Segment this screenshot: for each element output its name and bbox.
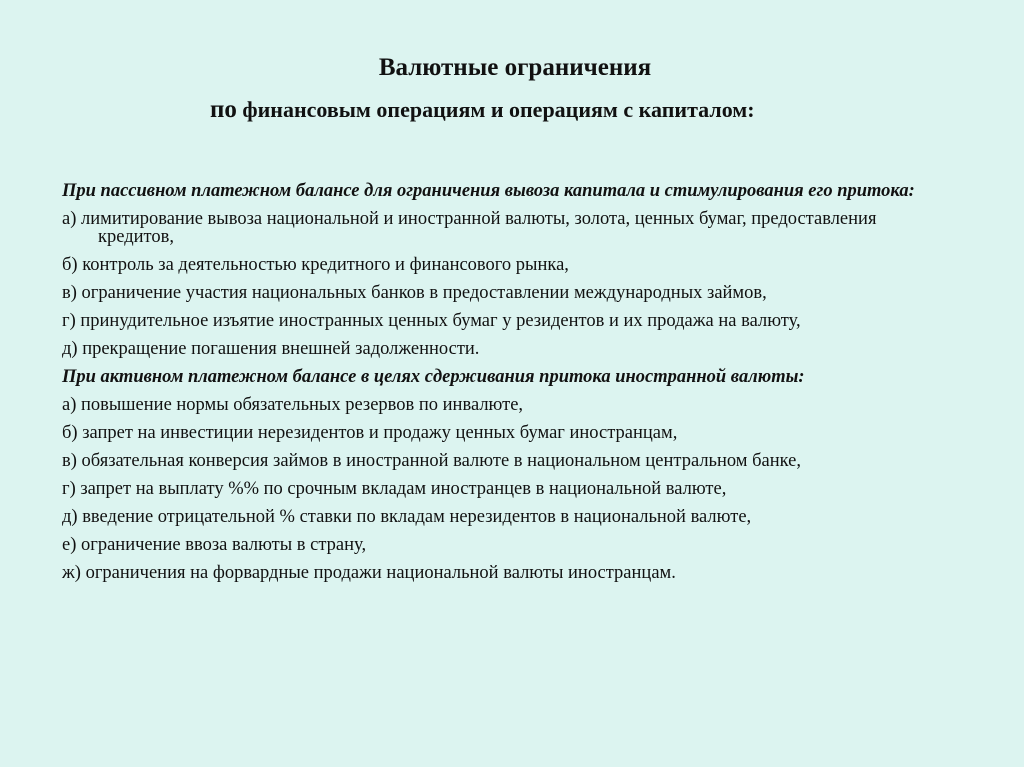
slide-title: Валютные ограничения: [378, 54, 652, 81]
slide-subtitle: [210, 96, 755, 124]
subtitle-prefix: по: [210, 96, 237, 123]
list-item: ж) ограничения на форвардные продажи национальной валюты иностранцам.: [62, 563, 676, 583]
list-item: б) контроль за деятельностью кредитного и финансового рынка,: [62, 255, 569, 275]
subtitle-rest: финансовым операциям и операциям с капиталом:: [236, 97, 755, 122]
list-item: е) ограничение ввоза валюты в страну,: [62, 535, 367, 555]
list-item: д) введение отрицательной % ставки по вкладам нерезидентов в национальной валюте,: [62, 507, 752, 527]
list-item: г) принудительное изъятие иностранных ценных бумаг у резидентов и их продажа на валюту,: [62, 311, 801, 331]
list-item: б) запрет на инвестиции нерезидентов и продажу ценных бумаг иностранцам,: [62, 423, 678, 443]
section-heading: При активном платежном балансе в целях сдерживания притока иностранной валюты:: [62, 367, 805, 387]
list-item: а) повышение нормы обязательных резервов по инвалюте,: [62, 395, 524, 415]
list-item: г) запрет на выплату %% по срочным вкладам иностранцев в национальной валюте,: [62, 479, 727, 499]
list-item: д) прекращение погашения внешней задолженности.: [62, 339, 480, 359]
section-heading: При пассивном платежном балансе для ограничения вывоза капитала и стимулирования его притока:: [62, 181, 915, 201]
list-item: в) обязательная конверсия займов в иностранной валюте в национальном центральном банке,: [62, 451, 802, 471]
list-item: в) ограничение участия национальных банков в предоставлении международных займов,: [62, 283, 767, 303]
slide-body: [62, 182, 952, 592]
list-item: а) лимитирование вывоза национальной и иностранной валюты, золота, ценных бумаг, предоставления кредитов,: [62, 209, 877, 247]
